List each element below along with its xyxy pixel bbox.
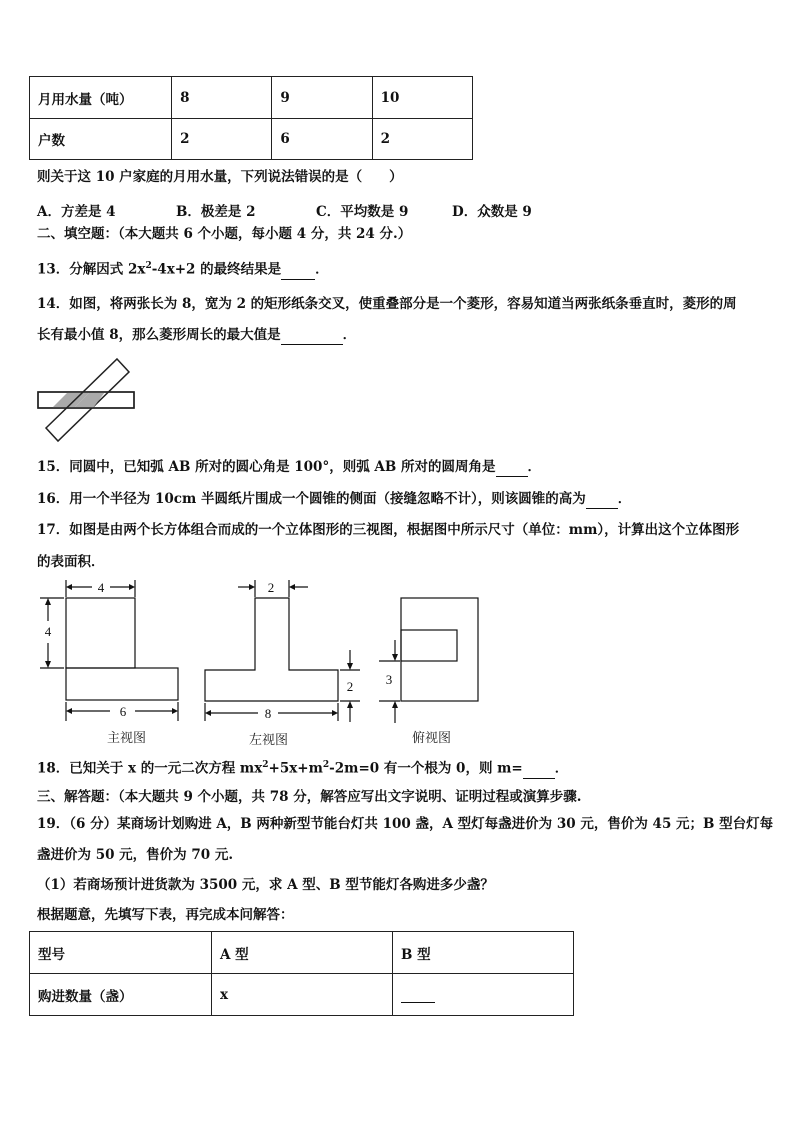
q18 bbox=[37, 756, 568, 779]
q15-end: ． bbox=[527, 459, 541, 475]
q14-text: 长有最小值 8，那么菱形周长的最大值是 bbox=[37, 327, 281, 343]
q19-line2: 盏进价为 50 元，售价为 70 元. bbox=[37, 847, 234, 863]
top-view-label: 俯视图 bbox=[412, 731, 452, 746]
table-cell: 月用水量（吨） bbox=[30, 77, 172, 119]
q16-end: ． bbox=[617, 491, 632, 507]
q12-option-b: B．极差是 2 bbox=[176, 204, 256, 220]
q13-end: ． bbox=[315, 261, 329, 278]
q13 bbox=[37, 257, 329, 280]
q14-line2 bbox=[37, 326, 356, 345]
dim-label: 4 bbox=[44, 624, 52, 639]
q18-text: +5x+m bbox=[268, 760, 323, 777]
q13-text: 13．分解因式 2x bbox=[37, 261, 146, 278]
q16-text: 16．用一个半径为 10cm 半圆纸片围成一个圆锥的侧面（接缝忽略不计），则该圆锥的高为 bbox=[37, 491, 586, 507]
table-cell: 2 bbox=[172, 119, 272, 160]
answer-blank bbox=[401, 986, 435, 1003]
table-cell: 9 bbox=[272, 77, 372, 119]
q19-sub1: （1）若商场预计进货款为 3500 元，求 A 型、B 型节能灯各购进多少盏？ bbox=[37, 877, 494, 893]
q18-sup: 2 bbox=[262, 760, 269, 770]
purchase-table bbox=[29, 931, 574, 1016]
table-cell: A 型 bbox=[212, 932, 393, 974]
top-view-figure bbox=[374, 590, 484, 725]
left-view-label: 左视图 bbox=[249, 733, 289, 748]
front-view-figure bbox=[30, 575, 190, 725]
table-cell: 10 bbox=[372, 77, 472, 119]
table-cell: 户数 bbox=[30, 119, 172, 160]
answer-blank bbox=[523, 760, 555, 779]
dim-label: 8 bbox=[264, 706, 272, 721]
table-cell: B 型 bbox=[393, 932, 574, 974]
q14-line1: 14．如图，将两张长为 8，宽为 2 的矩形纸条交叉，使重叠部分是一个菱形，容易知道当两张纸条垂直时，菱形的周 bbox=[37, 296, 737, 312]
q17-line2: 的表面积． bbox=[37, 554, 105, 570]
dim-label: 2 bbox=[267, 580, 275, 595]
q12-option-a: A．方差是 4 bbox=[37, 204, 116, 220]
front-view-label: 主视图 bbox=[107, 731, 147, 746]
table-cell: 2 bbox=[372, 119, 472, 160]
left-view-figure bbox=[198, 575, 373, 725]
q15-text: 15．同圆中，已知弧 AB 所对的圆心角是 100°，则弧 AB 所对的圆周角是 bbox=[37, 459, 496, 475]
q15 bbox=[37, 458, 541, 477]
q12-option-c: C．平均数是 9 bbox=[316, 204, 409, 220]
table-cell: 购进数量（盏） bbox=[30, 974, 212, 1016]
dim-label: 3 bbox=[385, 672, 393, 687]
table-cell: 6 bbox=[272, 119, 372, 160]
table-cell: x bbox=[212, 974, 393, 1016]
answer-blank bbox=[281, 261, 315, 280]
dim-label: 4 bbox=[97, 580, 105, 595]
section-2-heading: 二、填空题：（本大题共 6 个小题，每小题 4 分，共 24 分.） bbox=[37, 226, 412, 242]
q18-text: -2m=0 有一个根为 0，则 m= bbox=[329, 760, 523, 777]
table-cell: 8 bbox=[172, 77, 272, 119]
answer-blank bbox=[586, 490, 618, 509]
q19-sub2: 根据题意，先填写下表，再完成本问解答： bbox=[37, 907, 294, 923]
q18-sup: 2 bbox=[322, 760, 330, 770]
q18-end: ． bbox=[554, 760, 569, 777]
crossed-strips-figure bbox=[30, 355, 145, 445]
q13-text: -4x+2 的最终结果是 bbox=[151, 261, 282, 278]
dim-label: 2 bbox=[346, 679, 354, 694]
q18-text: 18．已知关于 x 的一元二次方程 mx bbox=[37, 760, 263, 777]
table-cell: 型号 bbox=[30, 932, 212, 974]
dim-label: 6 bbox=[119, 704, 127, 719]
q12-stem: 则关于这 10 户家庭的月用水量，下列说法错误的是（ ） bbox=[37, 169, 403, 185]
q13-sup: 2 bbox=[145, 261, 152, 271]
water-usage-table bbox=[29, 76, 473, 160]
table-cell bbox=[393, 974, 574, 1016]
q16 bbox=[37, 490, 631, 509]
answer-blank bbox=[281, 326, 343, 345]
q12-option-d: D．众数是 9 bbox=[452, 204, 532, 220]
answer-blank bbox=[496, 458, 528, 477]
q19-line1: 19．（6 分）某商场计划购进 A，B 两种新型节能台灯共 100 盏，A 型灯每盏进价为 30 元，售价为 45 元；B 型台灯每 bbox=[37, 816, 774, 832]
section-3-heading: 三、解答题：（本大题共 9 个小题，共 78 分，解答应写出文字说明、证明过程或演算步骤. bbox=[37, 789, 582, 805]
q14-end: ． bbox=[342, 327, 357, 343]
q17-line1: 17．如图是由两个长方体组合而成的一个立体图形的三视图，根据图中所示尺寸（单位：mm），计算出这个立体图形 bbox=[37, 522, 740, 538]
